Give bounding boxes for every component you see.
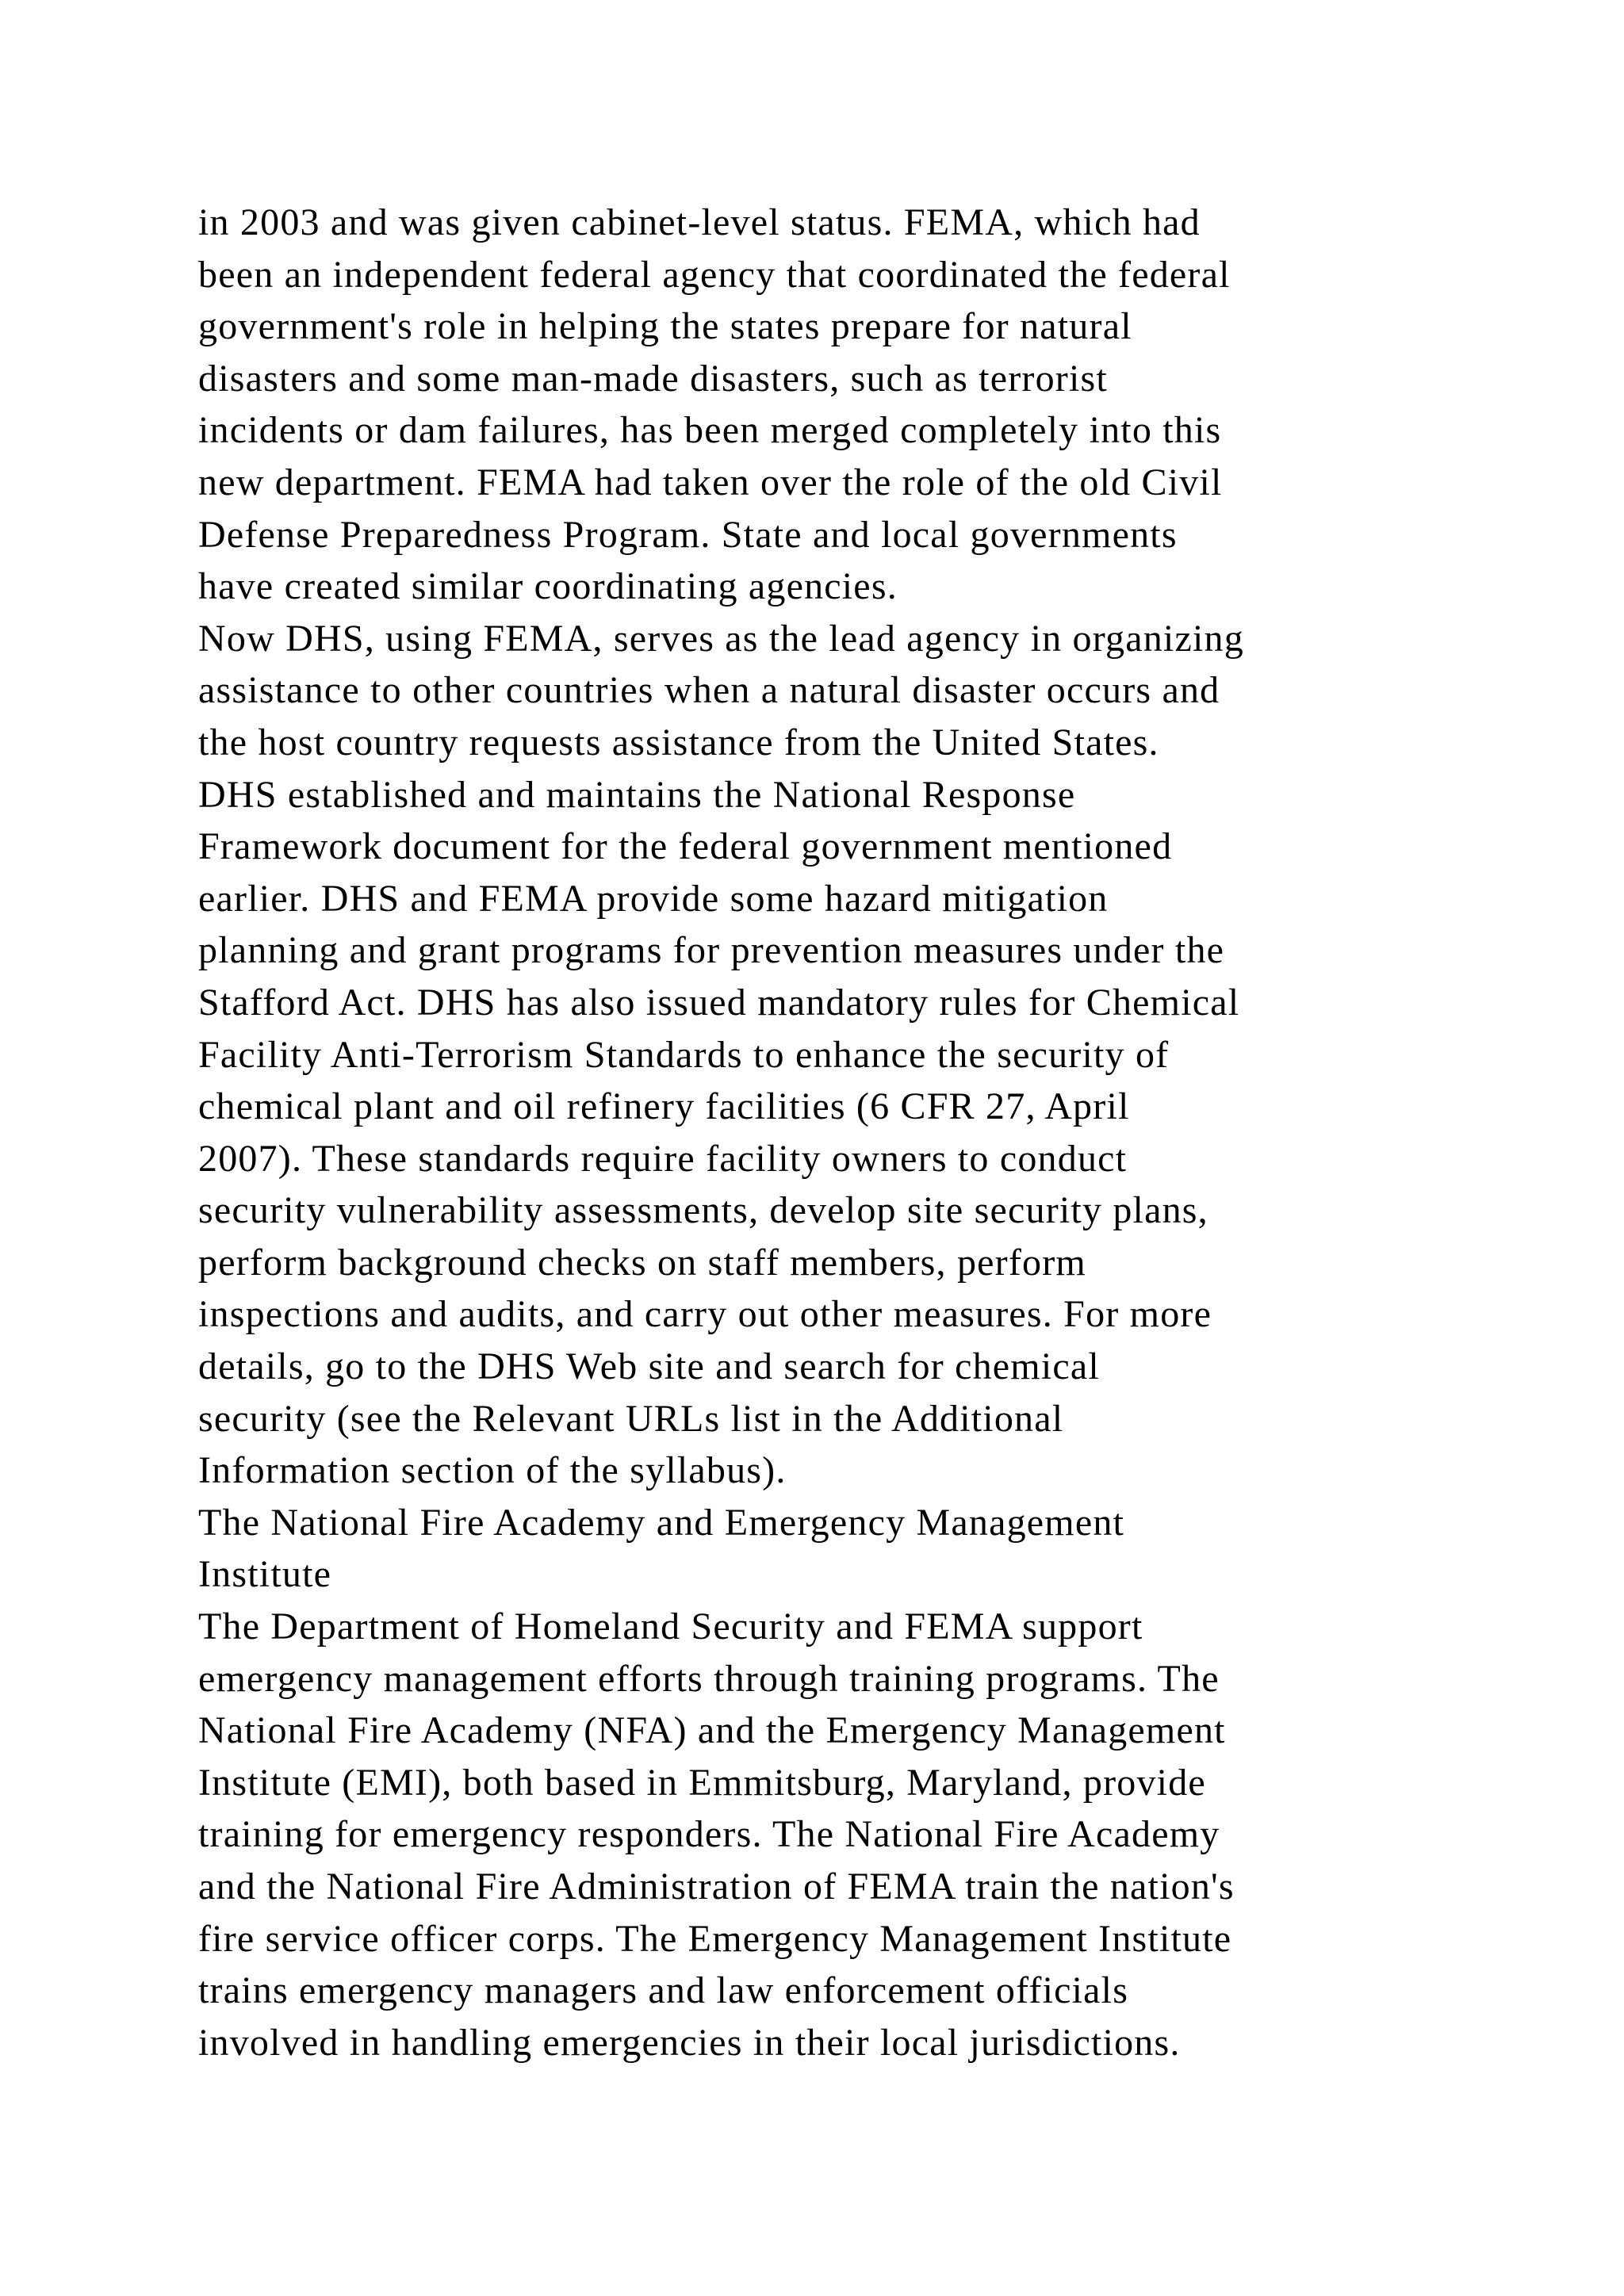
text-line: been an independent federal agency that coordinated the federal xyxy=(198,253,1231,296)
text-line: the host country requests assistance from the United States. xyxy=(198,721,1159,763)
text-line: in 2003 and was given cabinet-level status. FEMA, which had xyxy=(198,201,1201,243)
text-line: details, go to the DHS Web site and search for chemical xyxy=(198,1345,1100,1388)
text-line: earlier. DHS and FEMA provide some hazard mitigation xyxy=(198,877,1109,920)
text-line: and the National Fire Administration of FEMA train the nation's xyxy=(198,1866,1235,1908)
text-line: disasters and some man-made disasters, such as terrorist xyxy=(198,357,1108,400)
text-line: planning and grant programs for prevention measures under the xyxy=(198,929,1225,972)
text-line: have created similar coordinating agencies. xyxy=(198,565,898,608)
text-line: The Department of Homeland Security and FEMA support xyxy=(198,1605,1143,1648)
text-line: Now DHS, using FEMA, serves as the lead agency in organizing xyxy=(198,617,1244,660)
text-line: security (see the Relevant URLs list in the Additional xyxy=(198,1397,1064,1440)
text-line: Defense Preparedness Program. State and local governments xyxy=(198,513,1178,556)
text-line: assistance to other countries when a natural disaster occurs and xyxy=(198,669,1220,712)
text-line: trains emergency managers and law enforcement officials xyxy=(198,1969,1129,2012)
text-line: Framework document for the federal government mentioned xyxy=(198,825,1173,868)
text-line: 2007). These standards require facility owners to conduct xyxy=(198,1137,1128,1180)
section-heading-line: The National Fire Academy and Emergency Management xyxy=(198,1501,1125,1544)
text-line: inspections and audits, and carry out other measures. For more xyxy=(198,1293,1212,1336)
text-line: emergency management efforts through training programs. The xyxy=(198,1657,1220,1700)
text-line: new department. FEMA had taken over the role of the old Civil xyxy=(198,461,1223,503)
text-line: chemical plant and oil refinery facilities (6 CFR 27, April xyxy=(198,1085,1130,1128)
section-heading-line: Institute xyxy=(198,1553,332,1596)
text-line: involved in handling emergencies in their local jurisdictions. xyxy=(198,2021,1181,2064)
text-line: Institute (EMI), both based in Emmitsburg, Maryland, provide xyxy=(198,1761,1206,1804)
text-line: incidents or dam failures, has been merged completely into this xyxy=(198,409,1222,452)
text-line: National Fire Academy (NFA) and the Emergency Management xyxy=(198,1709,1226,1752)
text-line: perform background checks on staff members, perform xyxy=(198,1241,1086,1284)
text-line: Information section of the syllabus). xyxy=(198,1449,787,1492)
text-line: government's role in helping the states prepare for natural xyxy=(198,305,1132,348)
text-line: security vulnerability assessments, develop site security plans, xyxy=(198,1189,1208,1232)
document-body-text xyxy=(198,197,1515,2068)
text-line: Stafford Act. DHS has also issued mandatory rules for Chemical xyxy=(198,981,1240,1024)
text-line: fire service officer corps. The Emergency Management Institute xyxy=(198,1917,1232,1960)
text-line: training for emergency responders. The National Fire Academy xyxy=(198,1813,1220,1856)
text-line: DHS established and maintains the National Response xyxy=(198,773,1076,816)
text-line: Facility Anti-Terrorism Standards to enhance the security of xyxy=(198,1033,1170,1076)
